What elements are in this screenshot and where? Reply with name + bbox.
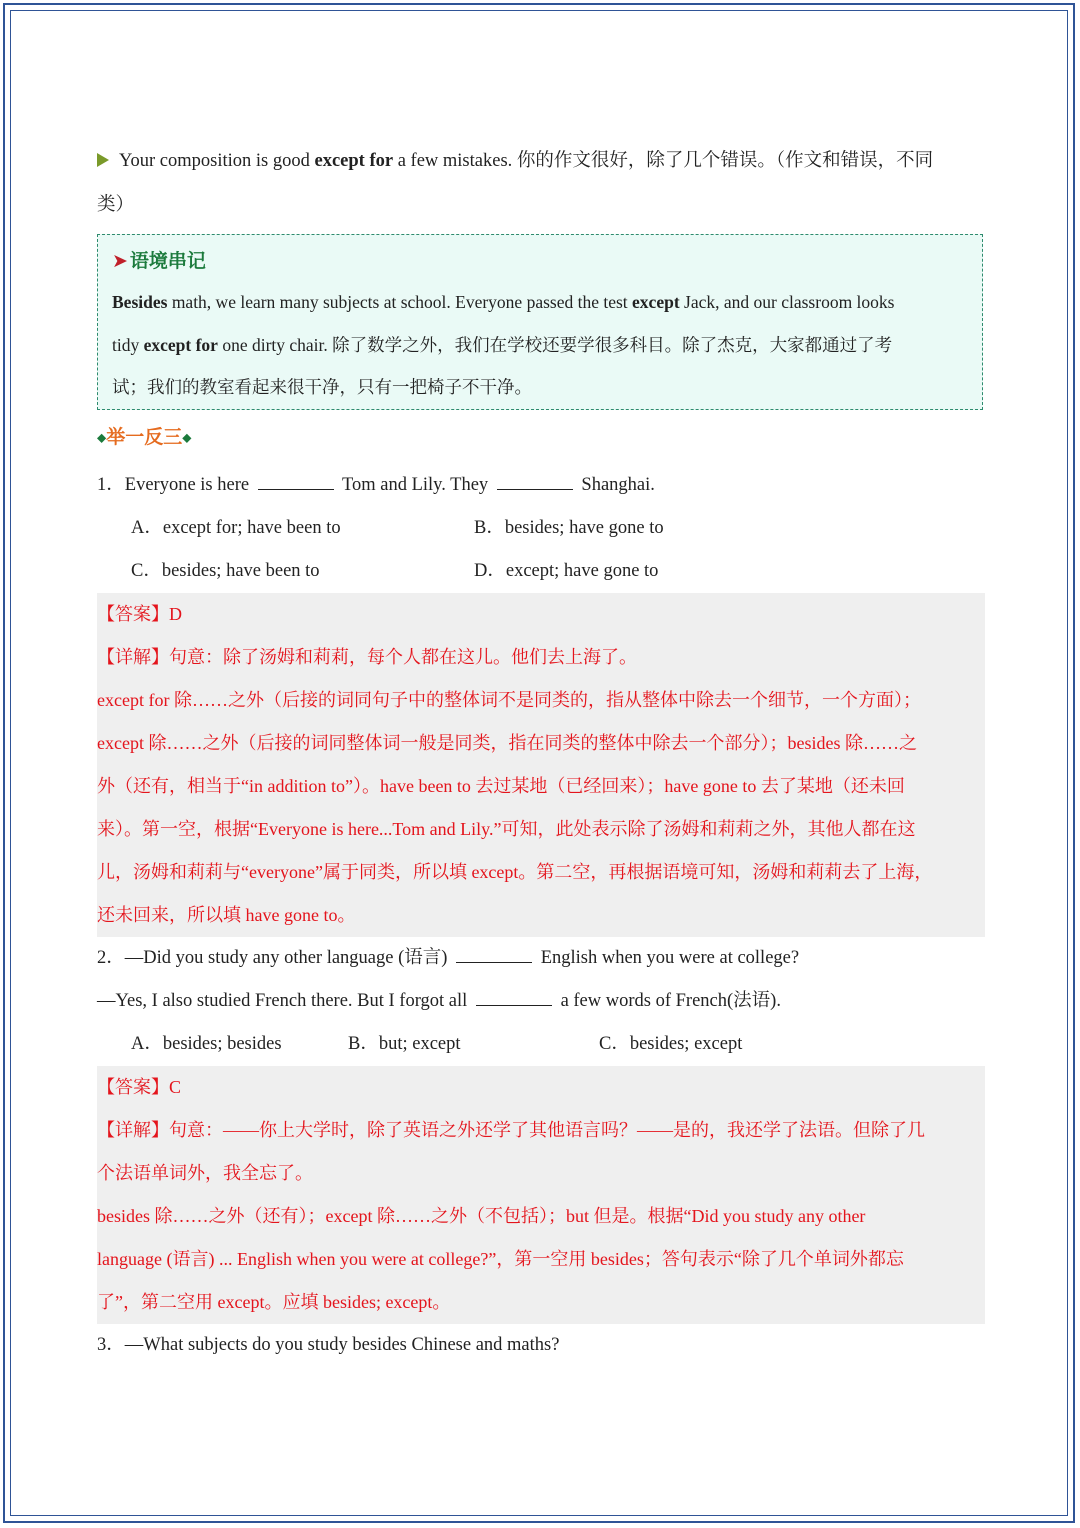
intro-line-2: 类） xyxy=(97,195,135,215)
intro-keyword: except for xyxy=(314,151,394,171)
answer-blank xyxy=(476,1004,552,1006)
explanation-line: language (语言) ... English when you were at college?”，第一空用 besides；答句表示“除了几个单词外都忘 xyxy=(97,1249,904,1269)
explanation-line: 儿，汤姆和莉莉与“everyone”属于同类，所以填 except。第二空，再根据语境可知，汤姆和莉莉去了上海， xyxy=(97,862,933,882)
question-1-options-row-1 xyxy=(97,507,985,550)
question-1-options-row-2 xyxy=(97,550,985,593)
question-2 xyxy=(97,937,985,1324)
question-2-options-row xyxy=(97,1023,985,1066)
context-memory-box xyxy=(97,234,983,410)
explanation-line: besides 除……之外（还有）；except 除……之外（不包括）；but 但是。根据“Did you study any other xyxy=(97,1206,866,1226)
question-2-stem-1: 2．—Did you study any other language (语言) English when you were at college? xyxy=(97,948,800,968)
diamond-icon: ◆ xyxy=(182,430,192,445)
answer-label: 【答案】D xyxy=(97,604,182,624)
memory-line-2: tidy except for one dirty chair. 除了数学之外，我们在学校还要学很多科目。除了杰克，大家都通过了考 xyxy=(112,335,893,355)
question-2-stem-2: —Yes, I also studied French there. But I forgot all a few words of French(法语). xyxy=(97,991,781,1011)
answer-blank xyxy=(258,488,334,490)
option-b: B．besides; have gone to xyxy=(474,518,664,538)
answer-blank xyxy=(497,488,573,490)
explanation-line: 来）。第一空，根据“Everyone is here...Tom and Lily.”可知，此处表示除了汤姆和莉莉之外，其他人都在这 xyxy=(97,819,916,839)
triangle-bullet-icon xyxy=(97,153,109,167)
question-2-answer-box xyxy=(97,1066,985,1324)
question-1-answer-box xyxy=(97,593,985,937)
option-d: D．except; have gone to xyxy=(474,561,659,581)
explanation-line: 外（还有，相当于“in addition to”）。have been to 去过某地（已经回来）；have gone to 去了某地（还未回 xyxy=(97,776,905,796)
question-3 xyxy=(97,1324,985,1367)
question-3-stem: 3．—What subjects do you study besides Chinese and maths? xyxy=(97,1335,560,1355)
explanation-line: except 除……之外（后接的词同整体词一般是同类，指在同类的整体中除去一个部分）；besides 除……之 xyxy=(97,733,917,753)
option-b: B．but; except xyxy=(348,1034,461,1054)
practice-heading: ◆举一反三◆ xyxy=(97,426,192,448)
answer-label: 【答案】C xyxy=(97,1077,182,1097)
arrow-icon: ➤ xyxy=(112,250,128,272)
answer-blank xyxy=(456,961,532,963)
intro-paragraph: Your composition is good except for a few mistakes. 你的作文很好，除了几个错误。（作文和错误，不同 类） xyxy=(97,140,985,228)
question-1 xyxy=(97,464,985,937)
memory-line-1: Besides math, we learn many subjects at school. Everyone passed the test except Jack, and our classroom looks xyxy=(112,292,895,312)
explanation-line: 【详解】句意：除了汤姆和莉莉，每个人都在这儿。他们去上海了。 xyxy=(97,647,637,667)
document-content xyxy=(97,140,985,1367)
explanation-line: 个法语单词外，我全忘了。 xyxy=(97,1163,313,1183)
explanation-line: 了”，第二空用 except。应填 besides; except。 xyxy=(97,1292,451,1312)
option-a: A．besides; besides xyxy=(131,1034,282,1054)
question-1-stem: 1．Everyone is here Tom and Lily. They Shanghai. xyxy=(97,475,655,495)
explanation-line: 【详解】句意：——你上大学时，除了英语之外还学了其他语言吗？——是的，我还学了法语。但除了几 xyxy=(97,1120,925,1140)
explanation-line: 还未回来，所以填 have gone to。 xyxy=(97,905,356,925)
option-a: A．except for; have been to xyxy=(131,518,341,538)
memory-line-3: 试；我们的教室看起来很干净，只有一把椅子不干净。 xyxy=(112,377,532,397)
explanation-line: except for 除……之外（后接的词同句子中的整体词不是同类的，指从整体中除去一个细节，一个方面）； xyxy=(97,690,921,710)
memory-box-title: ➤ 语境串记 xyxy=(112,250,206,272)
option-c: C．besides; have been to xyxy=(131,561,320,581)
diamond-icon: ◆ xyxy=(97,430,107,445)
option-c: C．besides; except xyxy=(599,1034,743,1054)
